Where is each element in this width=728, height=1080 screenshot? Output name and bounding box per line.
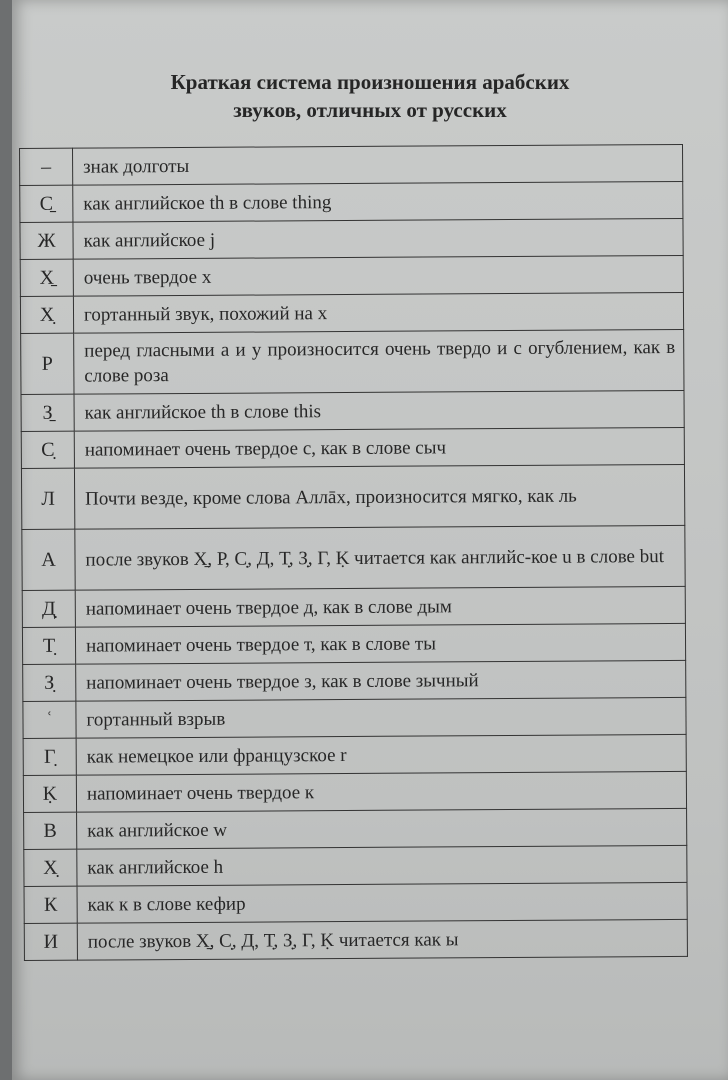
description-cell: очень твердое х [73, 255, 683, 296]
symbol-cell: – [20, 148, 73, 185]
description-cell: напоминает очень твердое с, как в слове сыч [74, 427, 684, 468]
table-row [24, 919, 687, 960]
description-cell: гортанный звук, похожий на х [73, 292, 683, 333]
table-row [20, 292, 683, 333]
symbol-cell: Х̣ [24, 849, 77, 886]
description-cell: как к в слове кефир [77, 882, 687, 923]
table-row [22, 623, 685, 664]
table-row [21, 464, 684, 529]
symbol-cell: А [22, 529, 75, 590]
table-row [24, 882, 687, 923]
table-row [24, 808, 687, 849]
symbol-cell: Г̣ [23, 738, 76, 775]
description-cell: как немецкое или французское r [76, 734, 686, 775]
description-cell: напоминает очень твердое д, как в слове дым [75, 586, 685, 627]
table-row [21, 427, 684, 468]
table-row [23, 660, 686, 701]
table-row [24, 845, 687, 886]
symbol-cell: И [24, 923, 77, 960]
symbol-cell: К [24, 886, 77, 923]
symbol-cell: З̣ [23, 664, 76, 701]
symbol-cell: ʿ [23, 701, 76, 738]
description-cell: как английское j [73, 218, 683, 259]
description-cell: после звуков Х̱, С̣, Д, Т̣, З̣, Г, Ḳ читается как ы [77, 919, 687, 960]
description-cell: как английское th в слове thing [73, 181, 683, 222]
table-row [22, 586, 685, 627]
description-cell: после звуков Х̱, Р, С̣, Д, Т̣, З̣, Г, Ḳ читается как английс-кое u в слове but [75, 525, 685, 590]
table-row [23, 771, 686, 812]
symbol-cell: Т̣ [22, 627, 75, 664]
symbol-cell: Х̣ [20, 296, 73, 333]
symbol-cell: Д̣ [22, 590, 75, 627]
symbol-cell: Ж [20, 222, 73, 259]
table-row [21, 390, 684, 431]
description-cell: перед гласными а и у произносится очень твердо и с огублением, как в слове роза [74, 329, 684, 394]
description-cell: Почти везде, кроме слова Аллāх, произносится мягко, как ль [74, 464, 684, 529]
table-row [20, 255, 683, 296]
table-row [23, 734, 686, 775]
page-title [32, 68, 708, 124]
table-row [20, 218, 683, 259]
symbol-cell: З̱ [21, 394, 74, 431]
book-page [12, 0, 728, 1080]
symbol-cell: Х̱ [20, 259, 73, 296]
table-row [20, 144, 683, 185]
symbol-cell: Р [21, 333, 74, 394]
description-cell: как английское w [77, 808, 687, 849]
table-row [22, 525, 685, 590]
pronunciation-table [19, 144, 688, 961]
description-cell: как английское th в слове this [74, 390, 684, 431]
pronunciation-table-wrap [19, 144, 688, 961]
symbol-cell: Л [21, 468, 74, 529]
symbol-cell: С̣ [21, 431, 74, 468]
title-line-2: звуков, отличных от русских [233, 98, 507, 122]
symbol-cell: В [24, 812, 77, 849]
description-cell: напоминает очень твердое к [76, 771, 686, 812]
symbol-cell: С̱ [20, 185, 73, 222]
table-row [20, 181, 683, 222]
description-cell: как английское h [77, 845, 687, 886]
symbol-cell: Ḳ [23, 775, 76, 812]
table-row [21, 329, 684, 394]
description-cell: гортанный взрыв [76, 697, 686, 738]
description-cell: напоминает очень твердое з, как в слове зычный [76, 660, 686, 701]
description-cell: знак долготы [73, 144, 683, 185]
title-line-1: Краткая система произношения арабских [170, 70, 570, 94]
description-cell: напоминает очень твердое т, как в слове ты [75, 623, 685, 664]
table-row [23, 697, 686, 738]
